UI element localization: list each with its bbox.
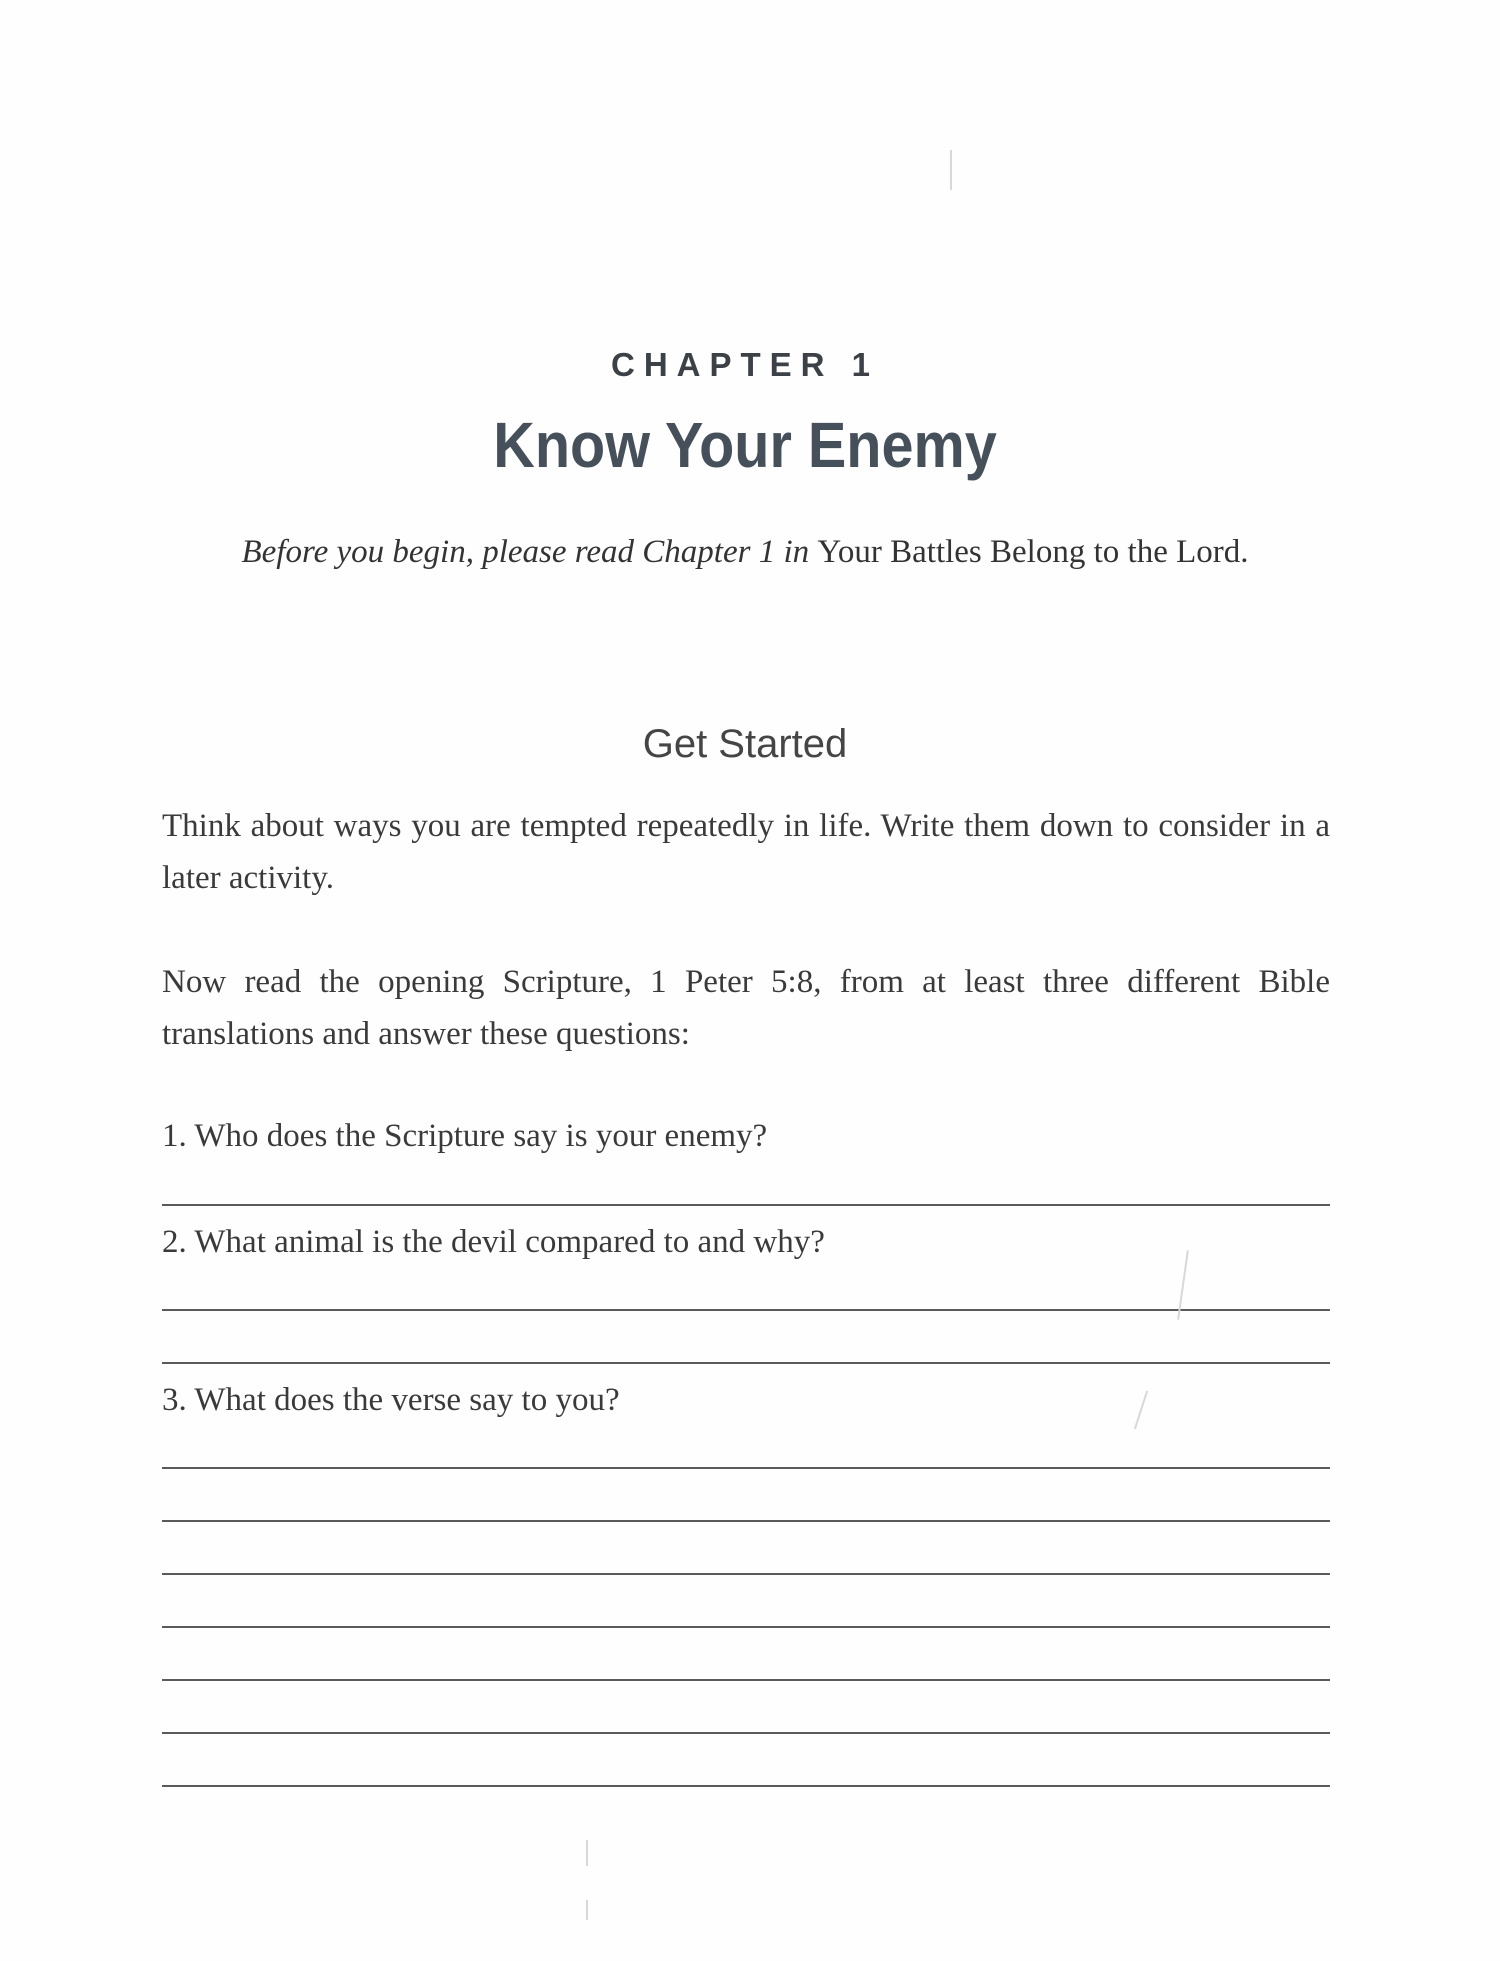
chapter-label: CHAPTER 1	[610, 346, 880, 383]
answer-line[interactable]	[162, 1573, 1330, 1575]
answer-line[interactable]	[162, 1679, 1330, 1681]
paragraph-scripture: Now read the opening Scripture, 1 Peter 5:8, from at least three different Bible translations and answer these questions:	[162, 964, 1330, 1052]
scan-artifact	[950, 150, 952, 190]
answer-line[interactable]	[162, 1362, 1330, 1364]
question-3: 3. What does the verse say to you?	[162, 1382, 620, 1418]
question-2: 2. What animal is the devil compared to and why?	[162, 1224, 825, 1260]
intro-text: Before you begin, please read Chapter 1 in	[241, 534, 818, 570]
paragraph-temptations: Think about ways you are tempted repeatedly in life. Write them down to consider in a later activity.	[162, 808, 1330, 896]
answer-line[interactable]	[162, 1626, 1330, 1628]
section-heading: Get Started	[642, 722, 848, 766]
scan-artifact	[586, 1840, 588, 1866]
scan-artifact	[586, 1900, 588, 1920]
chapter-title: Know Your Enemy	[493, 409, 997, 481]
answer-line[interactable]	[162, 1204, 1330, 1206]
answer-line[interactable]	[162, 1520, 1330, 1522]
answer-line[interactable]	[162, 1785, 1330, 1787]
answer-line[interactable]	[162, 1467, 1330, 1469]
question-1: 1. Who does the Scripture say is your enemy?	[162, 1118, 768, 1154]
book-title: Your Battles Belong to the Lord.	[817, 534, 1249, 570]
answer-line[interactable]	[162, 1732, 1330, 1734]
answer-line[interactable]	[162, 1309, 1330, 1311]
intro-instruction	[0, 534, 1490, 571]
